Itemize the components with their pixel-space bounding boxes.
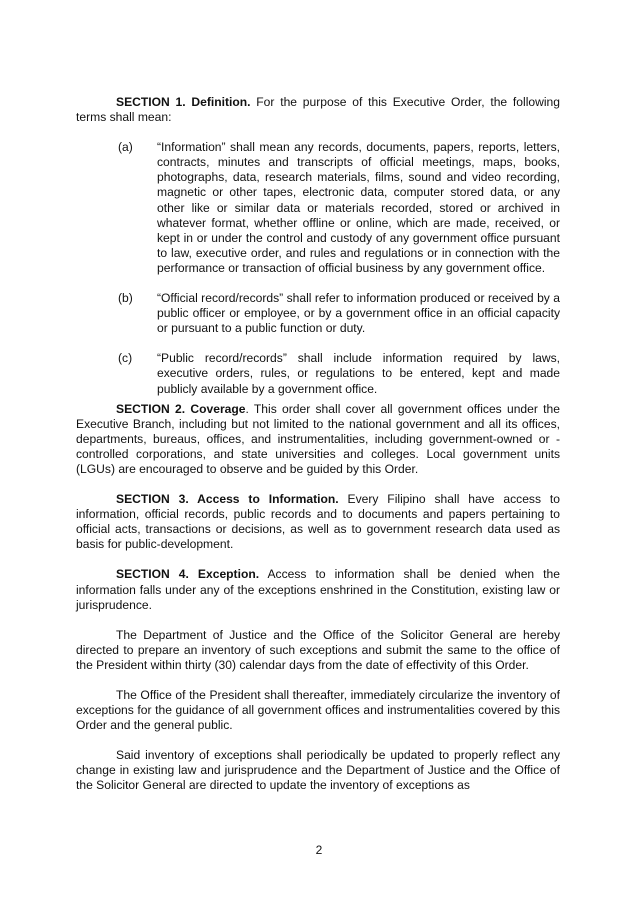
definition-label-c: (c) (118, 351, 133, 366)
inventory-update-paragraph: Said inventory of exceptions shall periodically be updated to properly reflect any change in existing law and jurisprudence and the Department of Justice and the Office of the Solicitor General are directed to update the inventory of exceptions as (76, 748, 560, 793)
definition-item-a (76, 140, 560, 276)
definition-item-c (76, 351, 560, 396)
section-1-paragraph (76, 95, 560, 125)
document-body (76, 95, 560, 794)
definition-text-a: “Information” shall mean any records, documents, papers, reports, letters, contracts, minutes and transcripts of official meetings, maps, books, photographs, data, research materials, films, sound and video recording, magnetic or other tapes, electronic data, computer stored data, or any other like or similar data or materials recorded, stored or archived in whatever format, whether offline or online, which are made, received, or kept in or under the control and custody of any government office pursuant to law, executive order, and rules and regulations or in connection with the performance or transaction of official business by any government office. (157, 140, 560, 275)
section-3-body: Every Filipino shall have access to information, official records, public records and to documents and papers pertaining to official acts, transactions or decisions, as well as to government research data used as basis for public-development. (76, 492, 560, 552)
section-2-heading: SECTION 2. Coverage (116, 401, 246, 416)
section-1-heading: SECTION 1. Definition. (116, 95, 251, 109)
doj-osg-directive-paragraph: The Department of Justice and the Office of the Solicitor General are hereby directed to prepare an inventory of such exceptions and submit the same to the office of the President within thirty (30) calendar days from the date of effectivity of this Order. (76, 627, 560, 672)
section-4-body: Access to information shall be denied when the information falls under any of the exceptions enshrined in the Constitution, existing law or jurisprudence. (76, 567, 560, 612)
definition-item-b (76, 291, 560, 336)
page-number: 2 (315, 843, 323, 857)
definition-text-b: “Official record/records” shall refer to information produced or received by a public officer or employee, or by a government office in an official capacity or pursuant to a public function or duty. (157, 291, 560, 336)
section-2-paragraph (76, 402, 560, 477)
definition-label-a: (a) (118, 140, 133, 155)
section-4-heading: SECTION 4. Exception. (116, 567, 260, 582)
section-3-paragraph (76, 492, 560, 552)
president-circularize-paragraph: The Office of the President shall thereafter, immediately circularize the inventory of exceptions for the guidance of all government offices and instrumentalities covered by this Order and the general public. (76, 688, 560, 733)
definition-label-b: (b) (118, 291, 133, 306)
section-2-body: . This order shall cover all government offices under the Executive Branch, including but not limited to the national government and all its offices, departments, bureaus, offices, and instrumentalities, including government-owned or -controlled corporations, and state universities and colleges. Local government units (LGUs) are encouraged to observe and be guided by this Order. (76, 401, 560, 476)
section-1-intro: For the purpose of this Executive Order, the following terms shall mean: (76, 95, 560, 125)
section-3-heading: SECTION 3. Access to Information. (116, 492, 339, 507)
section-4-paragraph (76, 567, 560, 612)
definition-text-c: “Public record/records” shall include information required by laws, executive orders, rules, or regulations to be entered, kept and made publicly available by a government office. (157, 351, 560, 396)
